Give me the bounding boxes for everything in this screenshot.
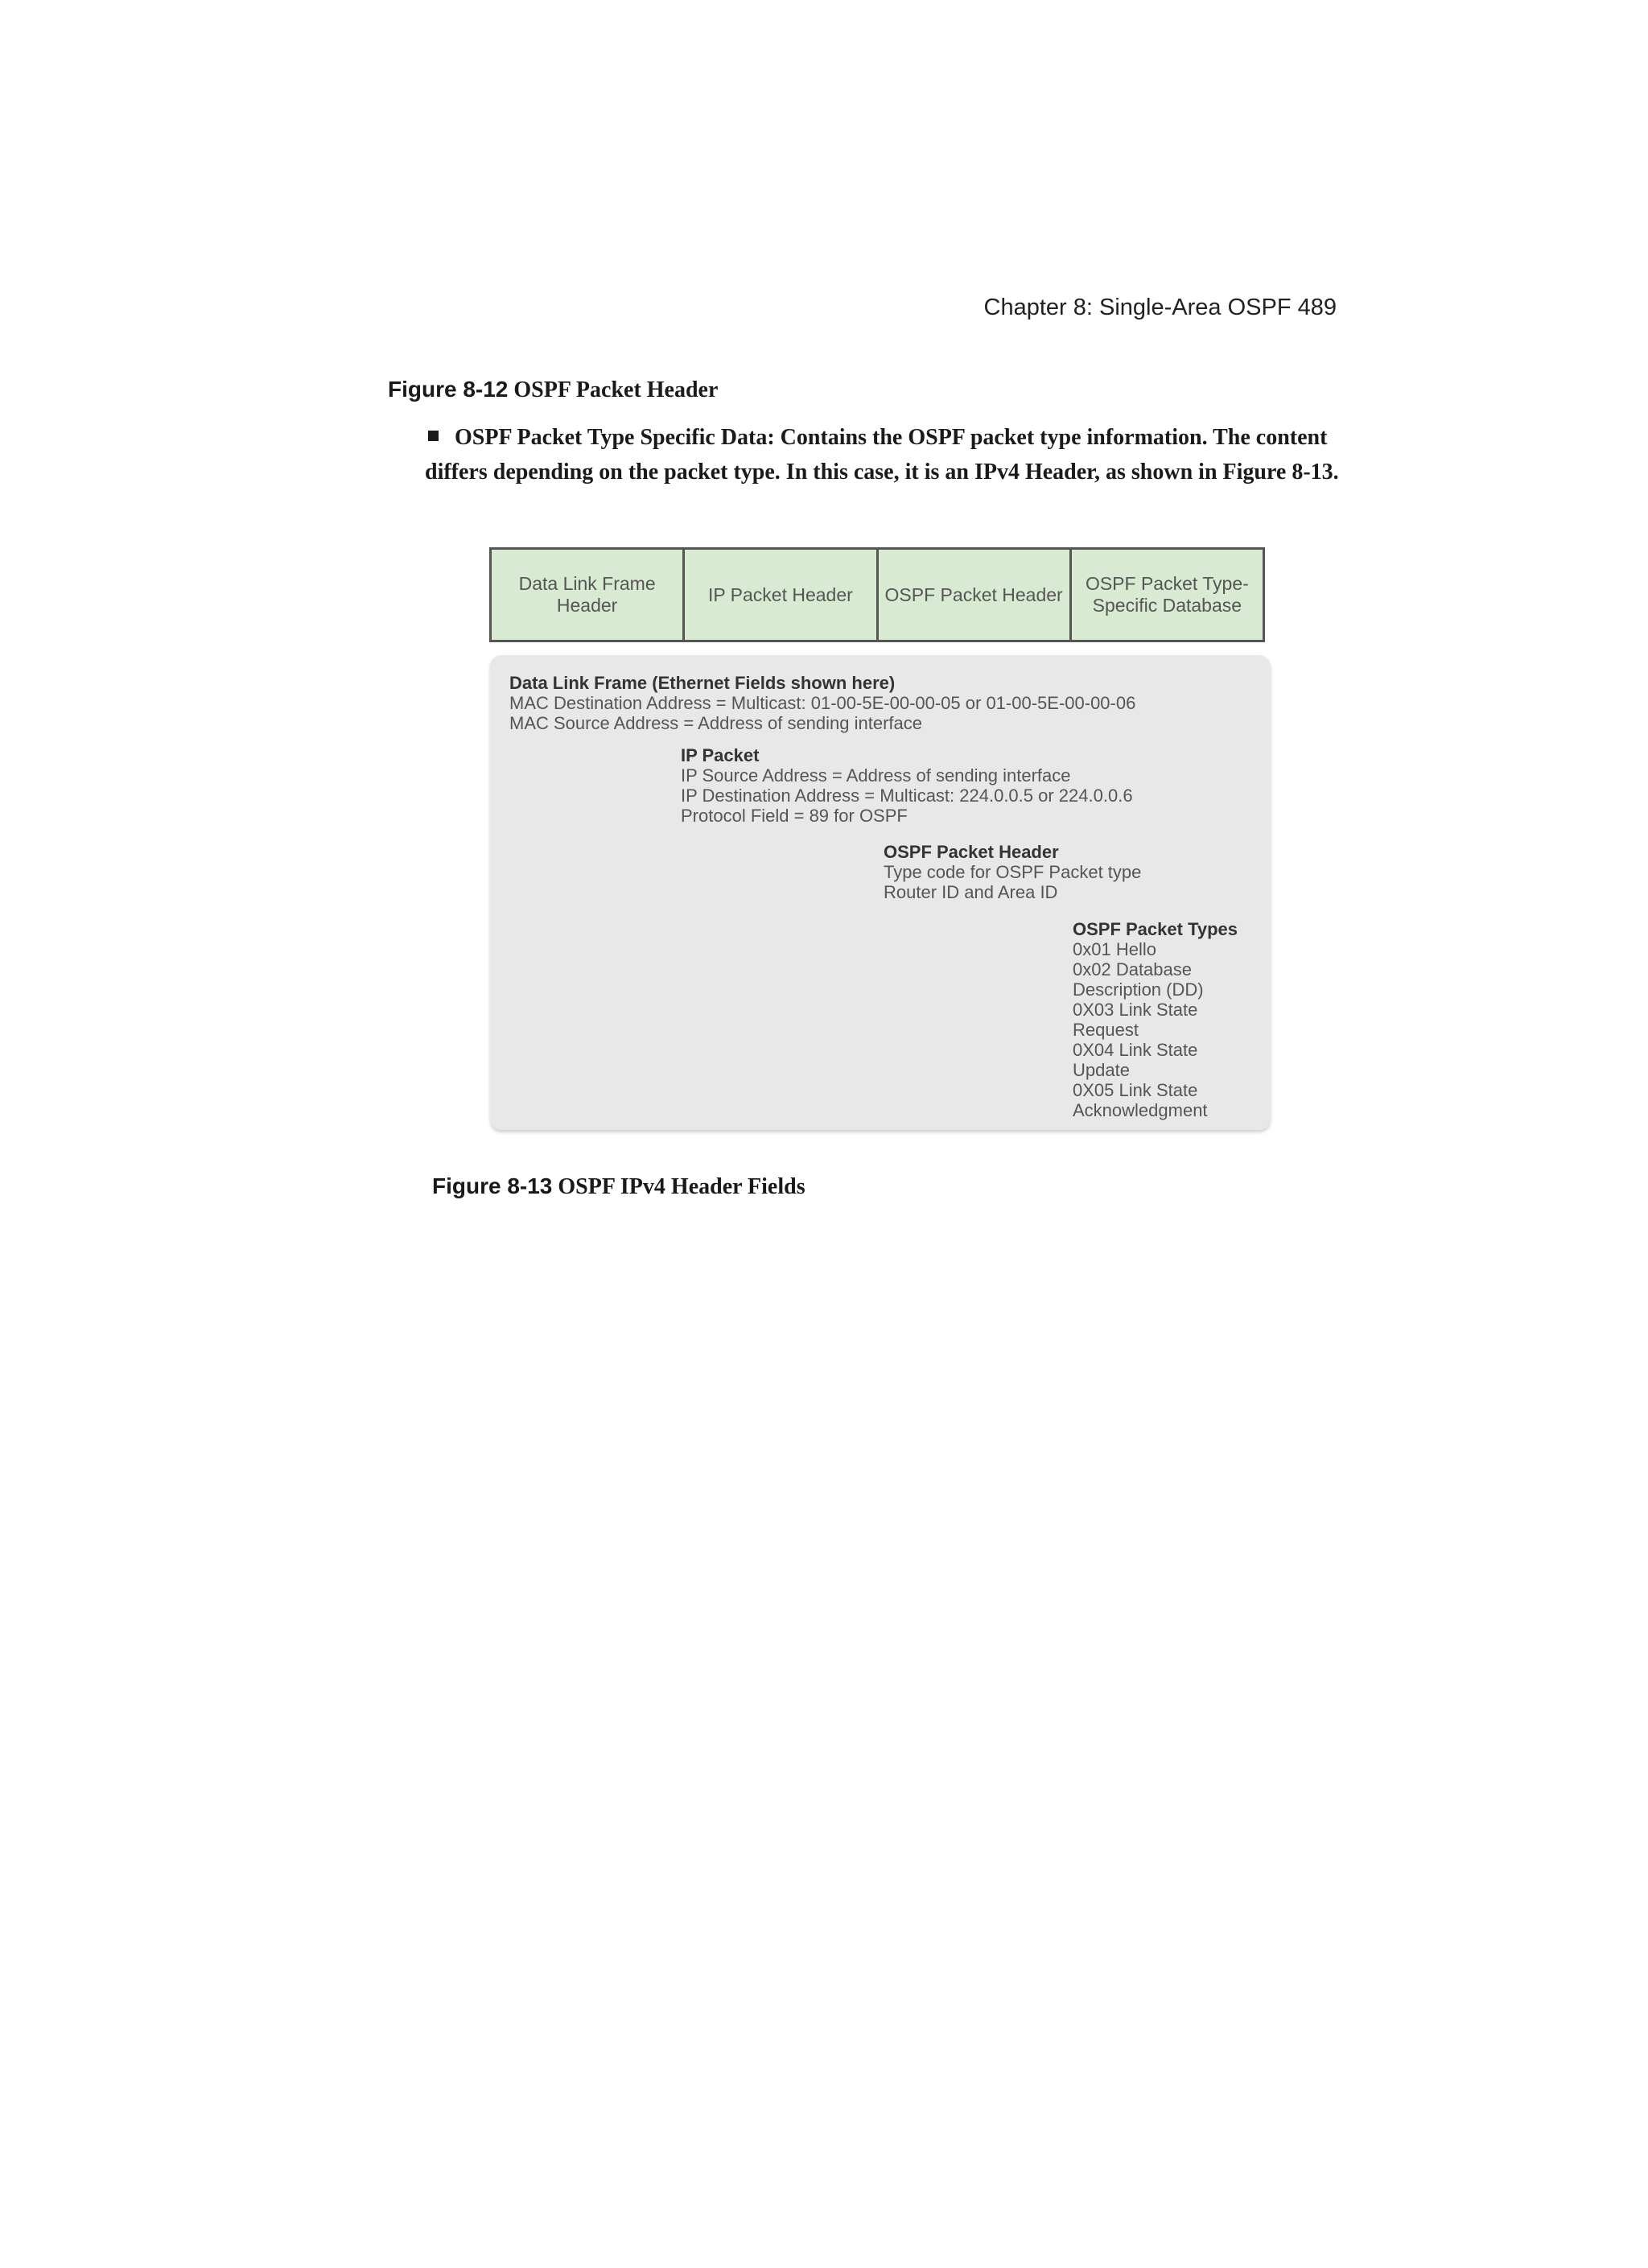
square-bullet-icon [428,431,439,441]
ip-packet-line: IP Destination Address = Multicast: 224.0.0.5 or 224.0.0.6 [681,786,1133,806]
ospf-header-line: Router ID and Area ID [884,882,1058,902]
field-ip-packet-header: IP Packet Header [685,550,878,640]
ospf-type-line: 0X04 Link State [1073,1040,1198,1060]
figure-8-13-label: Figure 8-13 [432,1173,553,1198]
ospf-packet-types-block [1073,919,1238,1120]
ospf-type-line: Acknowledgment [1073,1100,1208,1120]
data-link-line: MAC Source Address = Address of sending interface [509,713,923,733]
figure-8-13-title: OSPF IPv4 Header Fields [558,1174,805,1199]
ospf-type-line: 0X05 Link State [1073,1080,1198,1100]
data-link-frame-title: Data Link Frame (Ethernet Fields shown here) [509,673,896,693]
ospf-packet-header-block [884,842,1141,902]
field-ospf-type-specific-database: OSPF Packet Type-Specific Database [1085,573,1249,616]
ospf-packet-header-title: OSPF Packet Header [884,842,1059,862]
header-details-panel [490,655,1271,1130]
running-head: Chapter 8: Single-Area OSPF 489 [983,295,1337,320]
data-link-line: MAC Destination Address = Multicast: 01-00-5E-00-00-05 or 01-00-5E-00-00-06 [509,693,1136,713]
data-link-frame-block [509,673,1135,733]
ospf-type-line: Request [1073,1020,1139,1040]
ip-packet-title: IP Packet [681,745,760,765]
ospf-type-line: Update [1073,1060,1130,1080]
figure-8-12-label: Figure 8-12 [388,377,509,402]
figure-8-12-title: OSPF Packet Header [513,377,719,402]
ospf-type-line: 0x02 Database [1073,959,1192,979]
bullet-paragraph [425,420,1373,489]
ip-packet-line: Protocol Field = 89 for OSPF [681,806,908,826]
ospf-packet-types-title: OSPF Packet Types [1073,919,1238,939]
ospf-header-fields-bar [489,547,1265,642]
figure-8-13-caption [432,1173,805,1200]
field-ospf-packet-header: OSPF Packet Header [879,550,1072,640]
ospf-type-line: 0x01 Hello [1073,939,1156,959]
ospf-type-line: Description (DD) [1073,979,1204,1000]
bullet-text: OSPF Packet Type Specific Data: Contains the OSPF packet type information. The content differs depending on the packet type. In this case, it is an IPv4 Header, as shown in Figure 8-13. [425,425,1339,485]
figure-8-12-caption [388,377,718,403]
ip-packet-line: IP Source Address = Address of sending interface [681,765,1071,786]
field-data-link-frame-header: Data Link Frame Header [492,550,685,640]
ospf-type-line: 0X03 Link State [1073,1000,1198,1020]
ip-packet-block [681,745,1133,826]
ospf-header-line: Type code for OSPF Packet type [884,862,1142,882]
